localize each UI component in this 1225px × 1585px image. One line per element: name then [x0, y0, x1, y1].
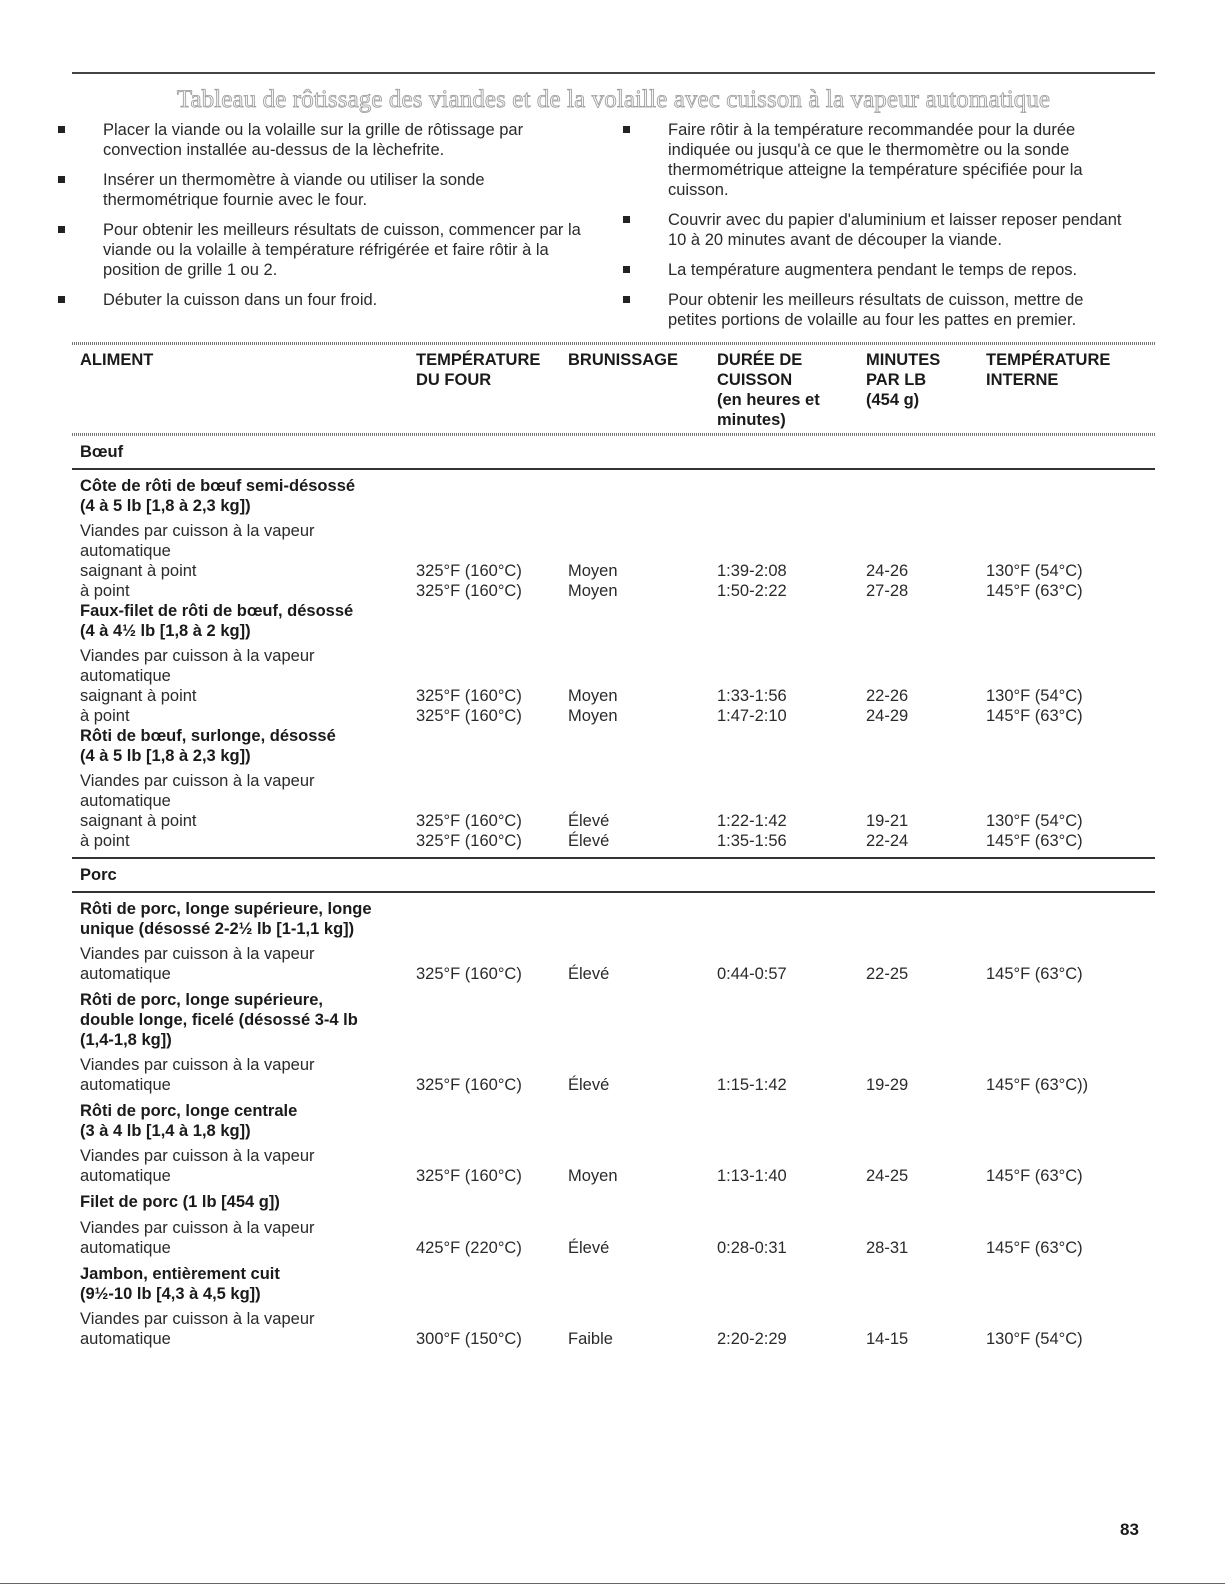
table-cell: Élevé	[568, 1076, 610, 1094]
item-method: automatique	[80, 1239, 171, 1257]
table-cell: 145°F (63°C)	[986, 707, 1083, 725]
table-cell: 325°F (160°C)	[416, 965, 522, 983]
table-cell: 130°F (54°C)	[986, 812, 1083, 830]
table-cell: Élevé	[568, 832, 610, 850]
page-number: 83	[1120, 1520, 1139, 1539]
table-cell: 24-26	[866, 562, 909, 580]
item-title: Rôti de porc, longe centrale (3 à 4 lb [1,4 à 1,8 kg])	[80, 1102, 298, 1140]
item-method: Viandes par cuisson à la vapeur automatique	[80, 772, 315, 810]
item-title: Rôti de bœuf, surlonge, désossé (4 à 5 lb [1,8 à 2,3 kg])	[80, 727, 336, 765]
section-rule	[72, 891, 1155, 893]
page-title: Tableau de rôtissage des viandes et de la volaille avec cuisson à la vapeur automatique	[176, 86, 1051, 113]
col-header-duree: DURÉE DE CUISSON (en heures et minutes)	[717, 351, 820, 429]
instruction-item: Placer la viande ou la volaille sur la grille de rôtissage par convection installée au-dessus de la lèchefrite.	[58, 120, 588, 160]
table-cell: 325°F (160°C)	[416, 707, 522, 725]
item-doneness: saignant à point	[80, 687, 197, 705]
table-cell: 22-25	[866, 965, 909, 983]
table-cell: 325°F (160°C)	[416, 562, 522, 580]
table-cell: 130°F (54°C)	[986, 687, 1083, 705]
item-doneness: à point	[80, 582, 130, 600]
item-title: Côte de rôti de bœuf semi-désossé (4 à 5 lb [1,8 à 2,3 kg])	[80, 477, 356, 515]
bullet-square-icon	[623, 216, 630, 223]
item-doneness: à point	[80, 832, 130, 850]
table-cell: 2:20-2:29	[717, 1330, 787, 1348]
item-title: Faux-filet de rôti de bœuf, désossé (4 à 4½ lb [1,8 à 2 kg])	[80, 602, 354, 640]
top-rule	[72, 72, 1155, 74]
col-header-temp-interne: TEMPÉRATURE INTERNE	[986, 351, 1111, 389]
item-doneness: saignant à point	[80, 812, 197, 830]
item-title: Rôti de porc, longe supérieure, double longe, ficelé (désossé 3-4 lb (1,4-1,8 kg])	[80, 991, 358, 1049]
table-cell: 130°F (54°C)	[986, 562, 1083, 580]
table-cell: 145°F (63°C)	[986, 965, 1083, 983]
item-method: Viandes par cuisson à la vapeur	[80, 1219, 315, 1237]
item-method: Viandes par cuisson à la vapeur	[80, 1147, 315, 1165]
table-cell: 19-21	[866, 812, 909, 830]
table-cell: 28-31	[866, 1239, 909, 1257]
item-method: Viandes par cuisson à la vapeur	[80, 1310, 315, 1328]
table-cell: 325°F (160°C)	[416, 687, 522, 705]
item-method: automatique	[80, 965, 171, 983]
bullet-square-icon	[623, 296, 630, 303]
item-title: Rôti de porc, longe supérieure, longe unique (désossé 2-2½ lb [1-1,1 kg])	[80, 900, 372, 938]
table-cell: Moyen	[568, 1167, 618, 1185]
item-doneness: à point	[80, 707, 130, 725]
table-cell: 145°F (63°C)	[986, 582, 1083, 600]
table-cell: 145°F (63°C)	[986, 832, 1083, 850]
instruction-item: Insérer un thermomètre à viande ou utiliser la sonde thermométrique fournie avec le four.	[58, 170, 588, 210]
table-cell: 325°F (160°C)	[416, 1167, 522, 1185]
item-title: Filet de porc (1 lb [454 g])	[80, 1193, 280, 1211]
table-cell: 24-25	[866, 1167, 909, 1185]
table-cell: 145°F (63°C)	[986, 1239, 1083, 1257]
instructions-right	[623, 120, 1133, 340]
table-cell: 19-29	[866, 1076, 909, 1094]
table-cell: Moyen	[568, 687, 618, 705]
table-cell: 24-29	[866, 707, 909, 725]
table-cell: 1:15-1:42	[717, 1076, 787, 1094]
bullet-square-icon	[58, 226, 65, 233]
item-method: automatique	[80, 1167, 171, 1185]
table-cell: Moyen	[568, 562, 618, 580]
table-cell: 1:39-2:08	[717, 562, 787, 580]
table-cell: 1:22-1:42	[717, 812, 787, 830]
bullet-square-icon	[623, 266, 630, 273]
instruction-item: Faire rôtir à la température recommandée pour la durée indiquée ou jusqu'à ce que le thermomètre ou la sonde thermométrique atteigne la température spécifiée pour la cuisson.	[623, 120, 1133, 200]
table-cell: 145°F (63°C)	[986, 1167, 1083, 1185]
bullet-square-icon	[623, 126, 630, 133]
table-cell: Élevé	[568, 1239, 610, 1257]
item-method: automatique	[80, 1330, 171, 1348]
table-cell: 325°F (160°C)	[416, 832, 522, 850]
table-cell: 1:50-2:22	[717, 582, 787, 600]
item-doneness: saignant à point	[80, 562, 197, 580]
table-cell: 1:13-1:40	[717, 1167, 787, 1185]
bullet-square-icon	[58, 296, 65, 303]
item-method: Viandes par cuisson à la vapeur	[80, 1056, 315, 1074]
item-method: Viandes par cuisson à la vapeur automatique	[80, 522, 315, 560]
table-cell: 14-15	[866, 1330, 909, 1348]
table-cell: 1:33-1:56	[717, 687, 787, 705]
bottom-rule	[0, 1583, 1225, 1584]
table-cell: Moyen	[568, 707, 618, 725]
section-porc: Porc	[80, 866, 117, 884]
table-cell: 22-24	[866, 832, 909, 850]
bullet-square-icon	[58, 176, 65, 183]
instruction-item: Couvrir avec du papier d'aluminium et laisser reposer pendant 10 à 20 minutes avant de découper la viande.	[623, 210, 1133, 250]
table-cell: 130°F (54°C)	[986, 1330, 1083, 1348]
col-header-temp-four: TEMPÉRATURE DU FOUR	[416, 351, 541, 389]
table-cell: 0:44-0:57	[717, 965, 787, 983]
table-cell: 0:28-0:31	[717, 1239, 787, 1257]
item-method: Viandes par cuisson à la vapeur automatique	[80, 647, 315, 685]
col-header-aliment: ALIMENT	[80, 351, 154, 369]
table-cell: 1:47-2:10	[717, 707, 787, 725]
instruction-item: Pour obtenir les meilleurs résultats de cuisson, mettre de petites portions de volaille au four les pattes en premier.	[623, 290, 1133, 330]
table-cell: 325°F (160°C)	[416, 582, 522, 600]
table-cell: 325°F (160°C)	[416, 812, 522, 830]
table-cell: Élevé	[568, 965, 610, 983]
table-cell: 300°F (150°C)	[416, 1330, 522, 1348]
section-boeuf: Bœuf	[80, 443, 124, 461]
header-top-rule	[72, 342, 1155, 345]
table-cell: Faible	[568, 1330, 613, 1348]
instruction-item: Pour obtenir les meilleurs résultats de cuisson, commencer par la viande ou la volaille à température réfrigérée et faire rôtir à la position de grille 1 ou 2.	[58, 220, 588, 280]
col-header-minutes: MINUTES PAR LB (454 g)	[866, 351, 941, 409]
col-header-brunissage: BRUNISSAGE	[568, 351, 679, 369]
item-title: Jambon, entièrement cuit (9½-10 lb [4,3 à 4,5 kg])	[80, 1265, 280, 1303]
table-cell: 325°F (160°C)	[416, 1076, 522, 1094]
table-cell: 145°F (63°C))	[986, 1076, 1089, 1094]
section-rule	[72, 857, 1155, 859]
instructions-left	[58, 120, 588, 320]
instruction-item: La température augmentera pendant le temps de repos.	[623, 260, 1133, 280]
instruction-item: Débuter la cuisson dans un four froid.	[58, 290, 588, 310]
item-method: automatique	[80, 1076, 171, 1094]
header-bottom-rule	[72, 433, 1155, 436]
table-cell: Élevé	[568, 812, 610, 830]
table-cell: 27-28	[866, 582, 909, 600]
bullet-square-icon	[58, 126, 65, 133]
section-rule	[72, 468, 1155, 470]
table-cell: 1:35-1:56	[717, 832, 787, 850]
item-method: Viandes par cuisson à la vapeur	[80, 945, 315, 963]
table-cell: 22-26	[866, 687, 909, 705]
table-cell: Moyen	[568, 582, 618, 600]
table-cell: 425°F (220°C)	[416, 1239, 522, 1257]
